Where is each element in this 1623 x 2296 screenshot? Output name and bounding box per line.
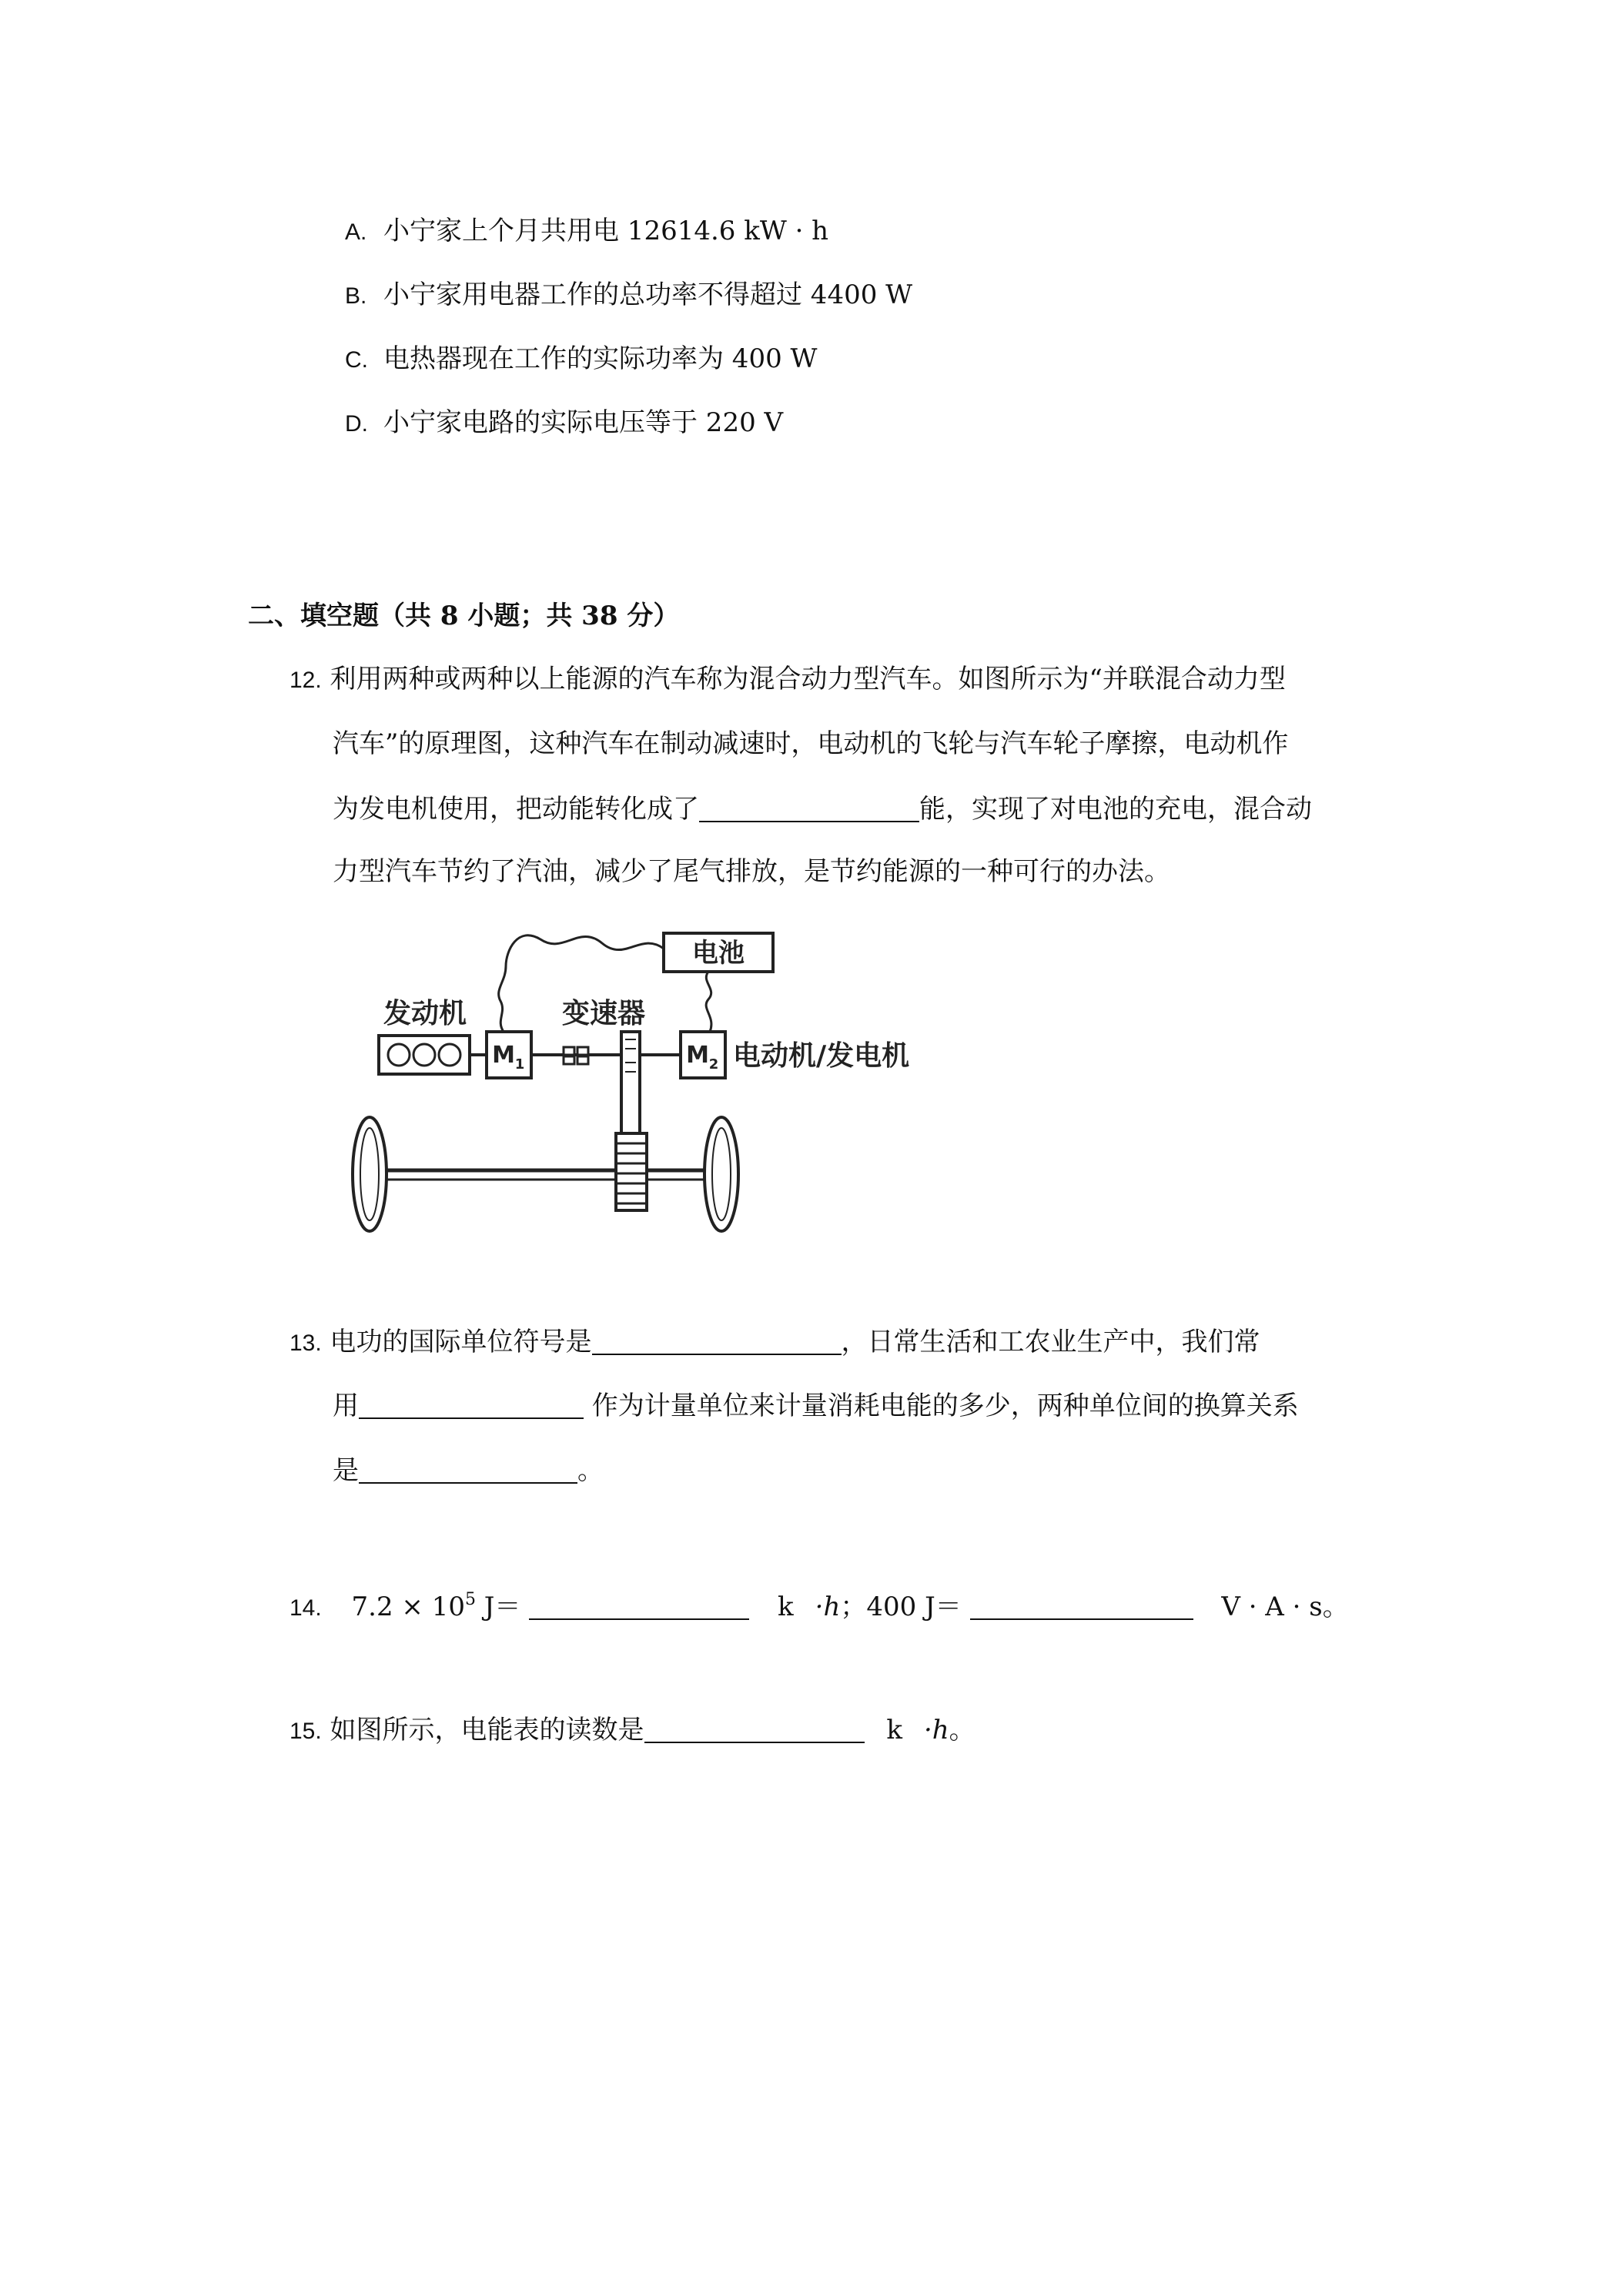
option-letter: D. [345, 411, 368, 437]
m1-subscript: 1 [514, 1056, 525, 1073]
answer-blank[interactable] [644, 1712, 865, 1743]
q12-text-3b: 能，实现了对电池的充电，混合动 [919, 794, 1312, 825]
q14-sep: ；400 J＝ [840, 1591, 970, 1622]
engine-box [379, 1036, 470, 1074]
option-letter: B. [345, 283, 367, 309]
coupling [564, 1056, 574, 1064]
q12-text-3a: 为发电机使用，把动能转化成了 [333, 794, 699, 825]
answer-blank[interactable] [359, 1453, 577, 1484]
m1-label: M [492, 1042, 515, 1069]
answer-blank[interactable] [592, 1324, 842, 1355]
q13-text-2a: 用 [333, 1391, 359, 1421]
answer-blank[interactable] [359, 1388, 584, 1419]
option-text: 小宁家用电器工作的总功率不得超过 4400 W [383, 279, 913, 310]
coupling [577, 1047, 588, 1055]
option-text: 电热器现在工作的实际功率为 400 W [383, 343, 818, 374]
q13-text-3b: 。 [577, 1455, 604, 1486]
q12-line1 [289, 662, 1286, 698]
hybrid-car-diagram [333, 909, 964, 1240]
m2-subscript: 2 [708, 1056, 719, 1073]
option-text: 小宁家上个月共用电 12614.6 kW · h [383, 216, 829, 246]
option-d [345, 406, 783, 441]
question-number: 15. [289, 1719, 322, 1744]
coupling [564, 1047, 574, 1055]
q15-text: 如图所示，电能表的读数是 [330, 1715, 644, 1745]
q14-base: 7.2 × 10 [351, 1591, 465, 1622]
battery-label: 电池 [692, 938, 745, 969]
answer-blank[interactable] [970, 1589, 1193, 1620]
q15-end: 。 [949, 1715, 975, 1745]
option-b [345, 278, 912, 313]
q12-line2: 汽车”的原理图，这种汽车在制动减速时，电动机的飞轮与汽车轮子摩擦，电动机作 [333, 728, 1289, 759]
section-title: 二、填空题（共 8 小题；共 38 分） [248, 601, 680, 631]
answer-blank[interactable] [699, 792, 919, 822]
option-a [345, 214, 828, 249]
gearbox-label: 变速器 [561, 998, 646, 1029]
answer-blank[interactable] [529, 1589, 749, 1620]
q12-line4: 力型汽车节约了汽油，减少了尾气排放，是节约能源的一种可行的办法。 [333, 856, 1170, 887]
q14-exponent: 5 [464, 1590, 476, 1609]
q14-unit1-k: k [778, 1591, 794, 1622]
option-letter: C. [345, 347, 368, 373]
motor-generator-label: 电动机/发电机 [733, 1040, 910, 1072]
q14-line [289, 1583, 1349, 1625]
option-c [345, 342, 817, 377]
q14-eq1: J＝ [475, 1591, 530, 1622]
engine-label: 发动机 [383, 998, 467, 1029]
option-text: 小宁家电路的实际电压等于 220 V [383, 407, 784, 438]
left-wheel [353, 1117, 387, 1231]
question-number: 13. [289, 1330, 322, 1356]
q14-unit1-h: ·h [815, 1591, 841, 1622]
q12-line3 [333, 792, 1312, 826]
q12-text-1: 利用两种或两种以上能源的汽车称为混合动力型汽车。如图所示为“并联混合动力型 [330, 664, 1286, 694]
question-number: 14. [289, 1595, 322, 1621]
q13-text-3a: 是 [333, 1455, 359, 1486]
q13-text-2b: 作为计量单位来计量消耗电能的多少，两种单位间的换算关系 [584, 1391, 1299, 1421]
differential-gear [616, 1133, 647, 1210]
right-wheel [704, 1117, 738, 1231]
q13-text-1a: 电功的国际单位符号是 [330, 1327, 592, 1357]
q13-line1 [289, 1324, 1260, 1361]
q15-unit-k: k [886, 1715, 902, 1745]
wire-m2 [706, 972, 711, 1032]
q14-unit2: V · A · s。 [1221, 1591, 1349, 1622]
m2-label: M [686, 1042, 709, 1069]
q15-unit-h: ·h [923, 1715, 949, 1745]
q13-line2 [333, 1388, 1299, 1423]
q15-line [289, 1712, 975, 1749]
option-letter: A. [345, 219, 367, 245]
q13-text-1b: ，日常生活和工农业生产中，我们常 [841, 1327, 1260, 1357]
coupling [577, 1056, 588, 1064]
q13-line3 [333, 1453, 604, 1488]
question-number: 12. [289, 668, 322, 693]
